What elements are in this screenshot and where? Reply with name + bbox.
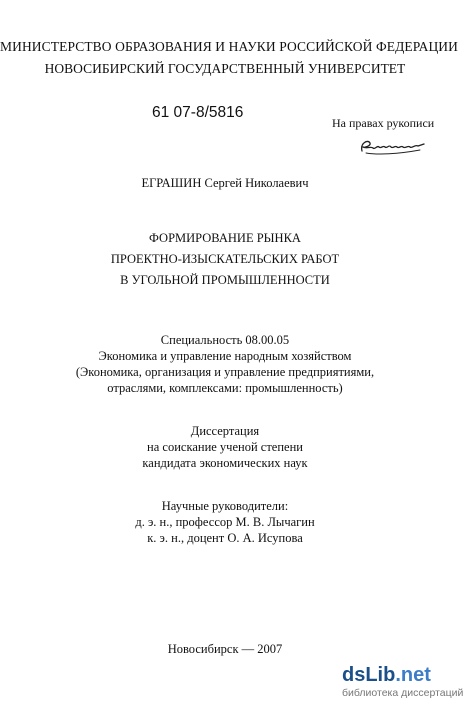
specialty-line: Экономика и управление народным хозяйством — [98, 349, 352, 363]
logo-brand: dsLib — [342, 664, 396, 686]
dissertation-line: на соискание ученой степени — [147, 440, 303, 454]
rights-note: На правах рукописи — [332, 116, 435, 130]
supervisor-item: д. э. н., профессор М. В. Лычагин — [135, 515, 315, 529]
thesis-title-line: ПРОЕКТНО-ИЗЫСКАТЕЛЬСКИХ РАБОТ — [110, 252, 340, 266]
specialty-line: отраслями, комплексами: промышленность) — [107, 381, 343, 395]
thesis-title-line: ФОРМИРОВАНИЕ РЫНКА — [149, 231, 301, 245]
dslib-watermark[interactable] — [342, 664, 463, 699]
dissertation-line: кандидата экономических наук — [142, 456, 308, 470]
thesis-title-line: В УГОЛЬНОЙ ПРОМЫШЛЕННОСТИ — [120, 273, 330, 287]
supervisor-item: к. э. н., доцент О. А. Исупова — [147, 531, 303, 545]
dissertation-line: Диссертация — [190, 424, 260, 438]
supervisors-heading: Научные руководители: — [161, 499, 289, 513]
logo-tld: .net — [395, 664, 431, 686]
author-name: ЕГРАШИН Сергей Николаевич — [141, 176, 309, 190]
logo-caption: библиотека диссертаций — [342, 687, 463, 699]
specialty-line: Специальность 08.00.05 — [160, 333, 290, 347]
city-year: Новосибирск — 2007 — [167, 642, 283, 656]
dslib-logo — [342, 665, 446, 685]
author-signature — [358, 133, 428, 159]
ministry-name: МИНИСТЕРСТВО ОБРАЗОВАНИЯ И НАУКИ РОССИЙСКОЙ ФЕДЕРАЦИИ — [0, 39, 458, 54]
specialty-line: (Экономика, организация и управление предприятиями, — [75, 365, 375, 379]
catalog-code: 61 07-8/5816 — [152, 104, 244, 121]
university-name: НОВОСИБИРСКИЙ ГОСУДАРСТВЕННЫЙ УНИВЕРСИТЕТ — [44, 61, 406, 76]
